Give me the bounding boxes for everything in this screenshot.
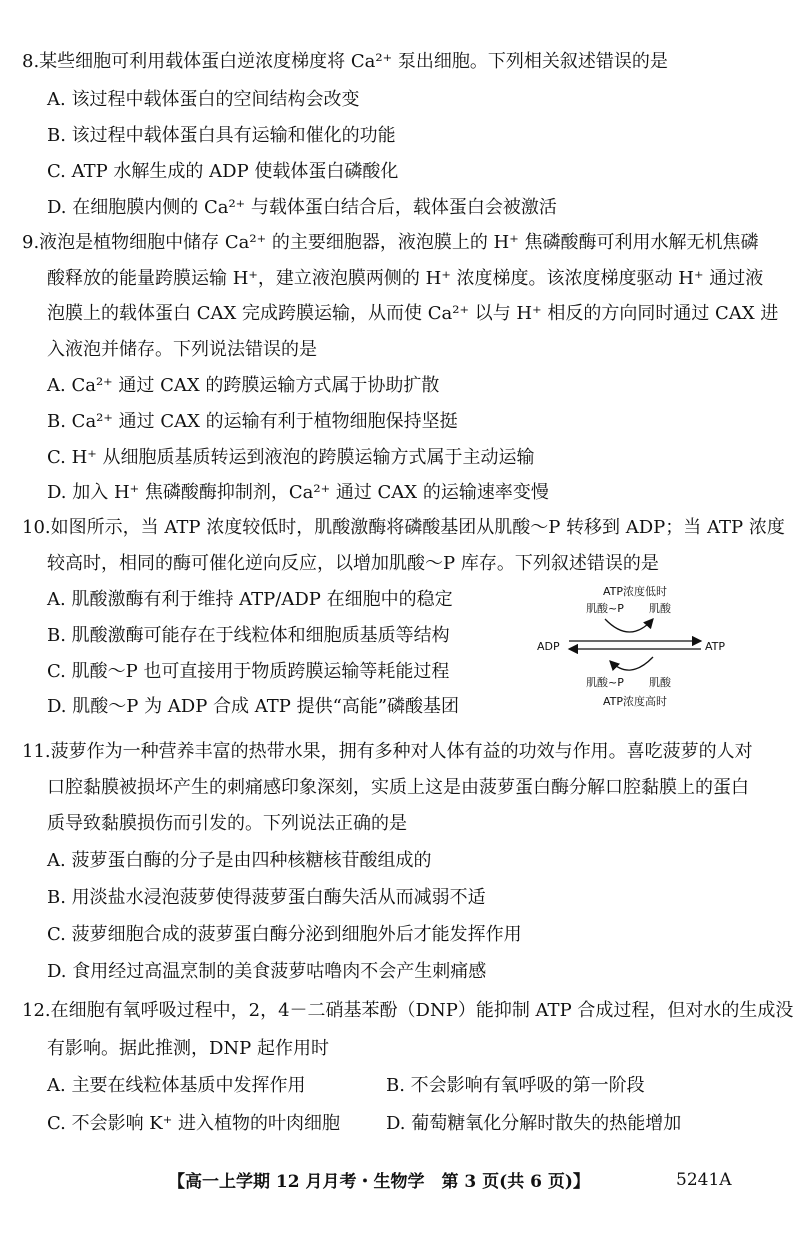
- q12-option-c: C. 不会影响 K⁺ 进入植物的叶肉细胞: [47, 1113, 340, 1134]
- q8-option-d: D. 在细胞膜内侧的 Ca²⁺ 与载体蛋白结合后，载体蛋白会被激活: [47, 197, 557, 218]
- diagram-top-label: ATP浓度低时: [602, 585, 668, 598]
- q9-option-a: A. Ca²⁺ 通过 CAX 的跨膜运输方式属于协助扩散: [47, 375, 440, 396]
- q9-stem-line-1: 9.液泡是植物细胞中储存 Ca²⁺ 的主要细胞器，液泡膜上的 H⁺ 焦磷酸酶可利用水解无机焦磷: [22, 232, 759, 253]
- q11-stem-line-2: 口腔黏膜被损坏产生的刺痛感印象深刻，实质上这是由菠萝蛋白酶分解口腔黏膜上的蛋白: [47, 777, 749, 798]
- paper-code: 5241A: [676, 1170, 732, 1190]
- q10-stem-line-2: 较高时，相同的酶可催化逆向反应，以增加肌酸～P 库存。下列叙述错误的是: [47, 553, 659, 574]
- q8-stem-line-1: 8.某些细胞可利用载体蛋白逆浓度梯度将 Ca²⁺ 泵出细胞。下列相关叙述错误的是: [22, 51, 668, 72]
- diagram-bottom-right-label: 肌酸: [649, 676, 671, 689]
- q9-stem-line-2: 酸释放的能量跨膜运输 H⁺，建立液泡膜两侧的 H⁺ 浓度梯度。该浓度梯度驱动 H⁺ 通过液: [47, 268, 764, 289]
- q8-option-b: B. 该过程中载体蛋白具有运输和催化的功能: [47, 125, 396, 146]
- q11-option-d: D. 食用经过高温烹制的美食菠萝咕噜肉不会产生刺痛感: [47, 961, 487, 982]
- diagram-top-right-label: 肌酸: [649, 602, 671, 615]
- q12-option-a: A. 主要在线粒体基质中发挥作用: [47, 1075, 306, 1096]
- q12-option-d: D. 葡萄糖氧化分解时散失的热能增加: [386, 1113, 682, 1134]
- q9-stem-line-4: 入液泡并储存。下列说法错误的是: [47, 339, 317, 360]
- q11-stem-line-3: 质导致黏膜损伤而引发的。下列说法正确的是: [47, 813, 407, 834]
- page-footer: 【高一上学期 12 月月考・生物学 第 3 页(共 6 页)】: [168, 1172, 590, 1192]
- diagram-top-curve-arrow: [605, 619, 653, 632]
- creatine-kinase-diagram: [535, 583, 735, 713]
- q9-option-c: C. H⁺ 从细胞质基质转运到液泡的跨膜运输方式属于主动运输: [47, 447, 535, 468]
- q10-option-c: C. 肌酸～P 也可直接用于物质跨膜运输等耗能过程: [47, 661, 450, 682]
- q10-option-b: B. 肌酸激酶可能存在于线粒体和细胞质基质等结构: [47, 625, 450, 646]
- q11-option-c: C. 菠萝细胞合成的菠萝蛋白酶分泌到细胞外后才能发挥作用: [47, 924, 522, 945]
- q9-option-d: D. 加入 H⁺ 焦磷酸酶抑制剂，Ca²⁺ 通过 CAX 的运输速率变慢: [47, 482, 549, 503]
- q12-stem-line-1: 12.在细胞有氧呼吸过程中，2，4－二硝基苯酚（DNP）能抑制 ATP 合成过程，但对水的生成没: [22, 1000, 794, 1021]
- q9-option-b: B. Ca²⁺ 通过 CAX 的运输有利于植物细胞保持坚挺: [47, 411, 458, 432]
- q8-option-a: A. 该过程中载体蛋白的空间结构会改变: [47, 89, 360, 110]
- diagram-bottom-curve-arrow: [610, 657, 653, 670]
- diagram-bottom-left-label: 肌酸~P: [586, 676, 624, 689]
- q11-option-a: A. 菠萝蛋白酶的分子是由四种核糖核苷酸组成的: [47, 850, 432, 871]
- diagram-bottom-label: ATP浓度高时: [602, 695, 668, 708]
- diagram-top-left-label: 肌酸~P: [586, 602, 624, 615]
- diagram-atp-label: ATP: [705, 640, 726, 653]
- q10-stem-line-1: 10.如图所示，当 ATP 浓度较低时，肌酸激酶将磷酸基团从肌酸～P 转移到 ADP；当 ATP 浓度: [22, 517, 785, 538]
- q10-option-d: D. 肌酸～P 为 ADP 合成 ATP 提供“高能”磷酸基团: [47, 696, 460, 717]
- diagram-adp-label: ADP: [537, 640, 560, 653]
- q11-stem-line-1: 11.菠萝作为一种营养丰富的热带水果，拥有多种对人体有益的功效与作用。喜吃菠萝的人对: [22, 741, 753, 762]
- q12-stem-line-2: 有影响。据此推测，DNP 起作用时: [47, 1038, 330, 1059]
- q11-option-b: B. 用淡盐水浸泡菠萝使得菠萝蛋白酶失活从而减弱不适: [47, 887, 486, 908]
- q12-option-b: B. 不会影响有氧呼吸的第一阶段: [386, 1075, 645, 1096]
- q10-option-a: A. 肌酸激酶有利于维持 ATP/ADP 在细胞中的稳定: [47, 589, 453, 610]
- q9-stem-line-3: 泡膜上的载体蛋白 CAX 完成跨膜运输，从而使 Ca²⁺ 以与 H⁺ 相反的方向同时通过 CAX 进: [47, 303, 779, 324]
- q8-option-c: C. ATP 水解生成的 ADP 使载体蛋白磷酸化: [47, 161, 399, 182]
